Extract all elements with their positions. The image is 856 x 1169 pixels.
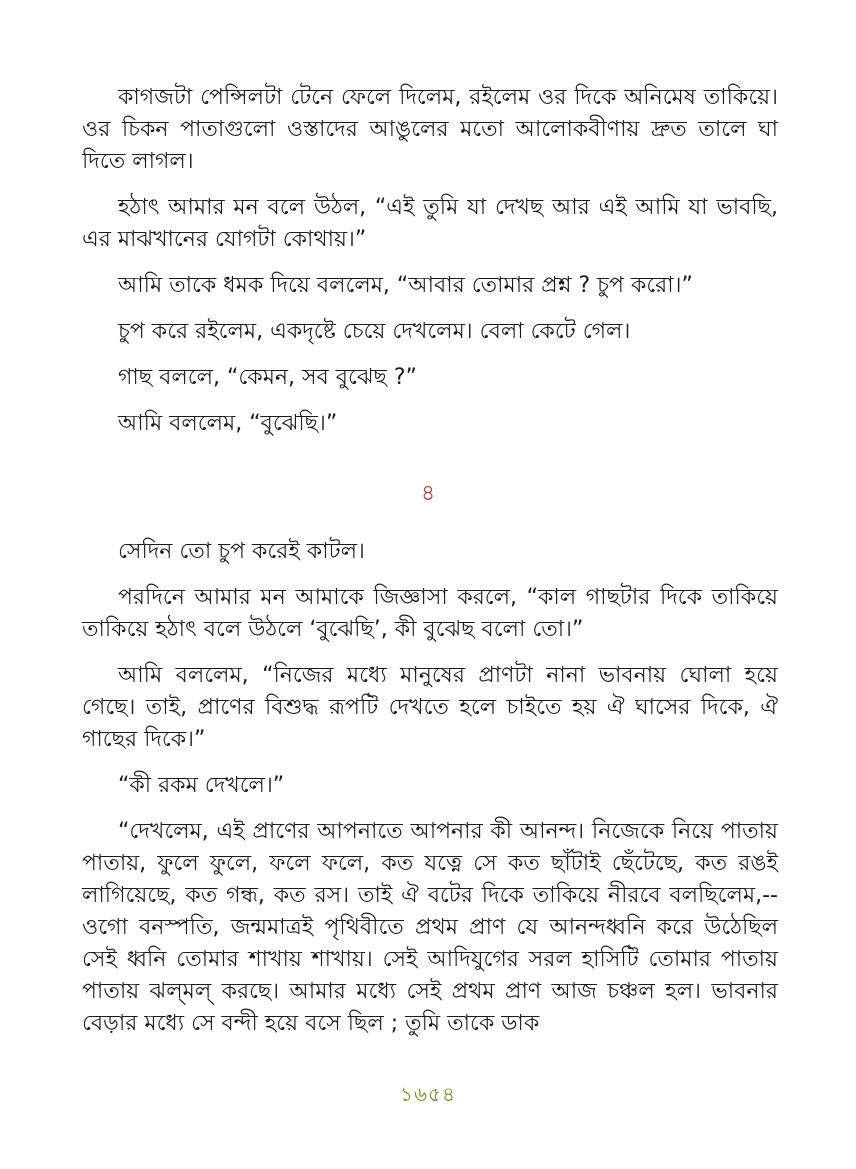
section-4-body	[82, 536, 778, 1054]
paragraph: চুপ করে রইলেম, একদৃষ্টে চেয়ে দেখলেম। বেলা কেটে গেল।	[118, 319, 631, 344]
paragraph: “কী রকম দেখলে।”	[118, 773, 285, 798]
page-number: ১৬৫৪	[400, 1082, 456, 1106]
paragraph: সেদিন তো চুপ করেই কাটল।	[118, 539, 365, 564]
paragraph: গাছ বললে, “কেমন, সব বুঝেছ ?”	[118, 365, 417, 390]
paragraph: হঠাৎ আমার মন বলে উঠল, “এই তুমি যা দেখছ আর এই আমি যা ভাবছি, এর মাঝখানের যোগটা কোথায়।”	[82, 195, 778, 252]
section-number-heading: ৪	[420, 481, 436, 506]
paragraph: আমি বললেম, “বুঝেছি।”	[118, 411, 338, 436]
section-3-tail	[82, 82, 778, 440]
paragraph: “দেখলেম, এই প্রাণের আপনাতে আপনার কী আনন্দ। নিজেকে নিয়ে পাতায় পাতায়, ফুলে ফুলে, ফলে ফলে, কত যত্নে সে কত ছাঁটাই ছেঁটেছে, কত রঙই লাগিয়েছে, কত গন্ধ, কত রস। তাই ঐ বটের দিকে তাকিয়ে নীরবে বলছিলেম,-- ওগো বনস্পতি, জন্মমাত্রই পৃথিবীতে প্রথম প্রাণ যে আনন্দধ্বনি করে উঠেছিল সেই ধ্বনি তোমার শাখায় শাখায়। সেই আদিযুগের সরল হাসিটি তোমার পাতায় পাতায় ঝল্‌মল্‌ করছে। আমার মধ্যে সেই প্রথম প্রাণ আজ চঞ্চল হল। ভাবনার বেড়ার মধ্যে সে বন্দী হয়ে বসে ছিল ; তুমি তাকে ডাক	[82, 819, 778, 1036]
paragraph: আমি তাকে ধমক দিয়ে বললেম, “আবার তোমার প্রশ্ন ? চুপ করো।”	[118, 273, 693, 298]
paragraph: কাগজটা পেন্সিলটা টেনে ফেলে দিলেম, রইলেম ওর দিকে অনিমেষ তাকিয়ে। ওর চিকন পাতাগুলো ওস্তাদের আঙুলের মতো আলোকবীণায় দ্রুত তালে ঘা দিতে লাগল।	[82, 85, 778, 174]
paragraph: আমি বললেম, “নিজের মধ্যে মানুষের প্রাণটা নানা ভাবনায় ঘোলা হয়ে গেছে। তাই, প্রাণের বিশুদ্ধ রূপটি দেখতে হলে চাইতে হয় ঐ ঘাসের দিকে, ঐ গাছের দিকে।”	[82, 663, 778, 752]
paragraph: পরদিনে আমার মন আমাকে জিজ্ঞাসা করলে, “কাল গাছটার দিকে তাকিয়ে তাকিয়ে হঠাৎ বলে উঠলে ‘বুঝেছি’, কী বুঝেছ বলো তো।”	[82, 585, 778, 642]
